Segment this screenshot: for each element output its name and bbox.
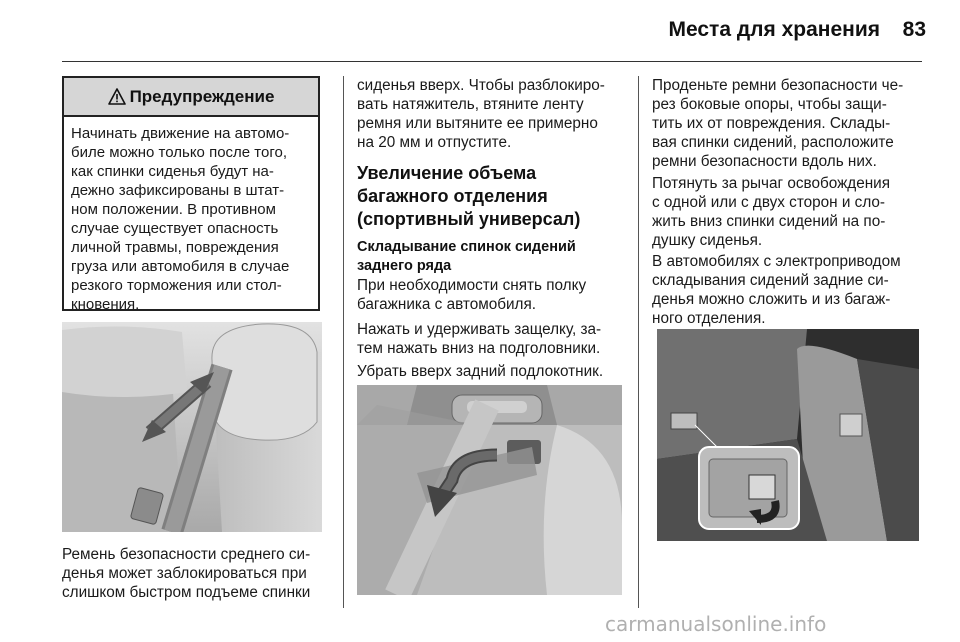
- warning-triangle-icon: [108, 88, 126, 105]
- right-para-1: Проденьте ремни безопасности че- рез боковые опоры, чтобы защи- тить их от повреждения. Склады- вая спинки сидений, расположите ремни безопасности вдоль них.: [652, 77, 904, 170]
- seatbelt-caption: Ремень безопасности среднего си- денья может заблокироваться при слишком быстром подъеме спинки: [62, 546, 311, 601]
- header-rule: [62, 61, 922, 62]
- middle-para-2: Нажать и удерживать защелку, за- тем нажать вниз на подголовники.: [357, 321, 602, 357]
- middle-para-3: Убрать вверх задний подлокотник.: [357, 363, 604, 380]
- release-lever-illustration: [657, 329, 919, 541]
- seatbelt-illustration: [62, 322, 322, 532]
- right-para-3: В автомобилях с электроприводом складывания сидений задние си- денья можно сложить и из багаж- ного отделения.: [652, 253, 901, 327]
- watermark: carmanualsonline.info: [605, 612, 827, 636]
- warning-header: [64, 78, 318, 117]
- warning-title: Предупреждение: [129, 86, 275, 106]
- page-header-title: Места для хранения: [668, 18, 880, 41]
- warning-text: Начинать движение на автомо- биле можно только после того, как спинки сиденья будут на- дежно зафиксированы в штат- ном положении. В противном случае существует опасность личной травмы, повреждения груза или автомобиля в случае резкого торможения или стол- кновения.: [71, 125, 290, 313]
- page-number: 83: [902, 18, 926, 41]
- section-subheading: Складывание спинок сидений заднего ряда: [357, 239, 576, 274]
- right-para-2: Потянуть за рычаг освобождения с одной или с двух сторон и сло- жить вниз спинки сидений на по- душку сиденья.: [652, 175, 891, 249]
- warning-box: [62, 76, 320, 311]
- section-heading: Увеличение объема багажного отделения (спортивный универсал): [357, 163, 581, 229]
- column-divider-2: [638, 76, 639, 608]
- middle-intro: сиденья вверх. Чтобы разблокиро- вать натяжитель, втяните ленту ремня или вытяните ее примерно на 20 мм и отпустите.: [357, 77, 605, 151]
- middle-para-1: При необходимости снять полку багажника с автомобиля.: [357, 277, 587, 313]
- seatback-latch-illustration: [357, 385, 622, 595]
- column-divider-1: [343, 76, 344, 608]
